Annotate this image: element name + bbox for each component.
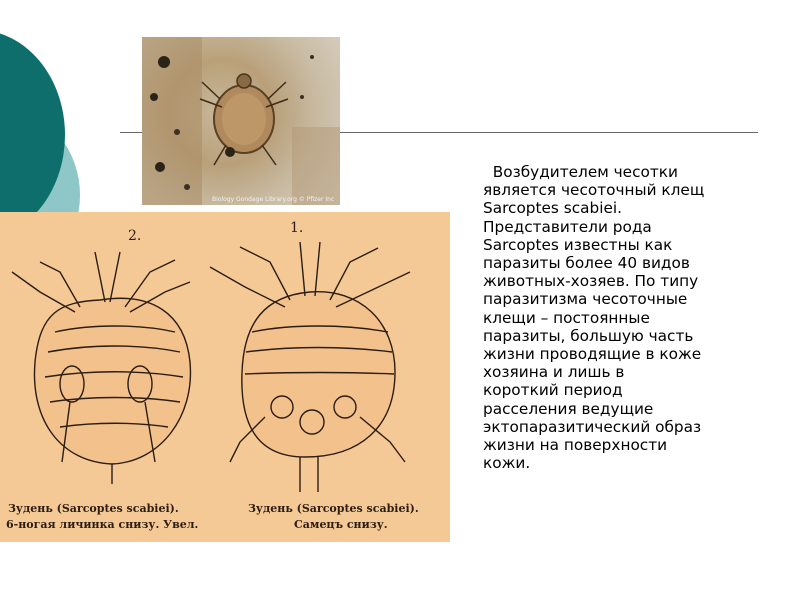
plate-number-left: 2.: [128, 228, 142, 244]
text-line: эктопаразитический образ: [483, 417, 702, 436]
mite-microscope-photo: [142, 37, 340, 205]
caption-left-line1: Зудень (Sarcoptes scabiei).: [8, 502, 179, 515]
text-line: кожи.: [483, 454, 531, 473]
text-line: жизни на поверхности: [483, 436, 668, 455]
text-line: паразиты, большую часть: [483, 326, 694, 345]
description-text: [483, 163, 758, 472]
plate-number-right: 1.: [290, 220, 304, 236]
text-line: расселения ведущие: [483, 399, 654, 418]
engraving-plate: [0, 212, 450, 542]
mite-engravings: [0, 212, 450, 542]
text-line: паразитизма чесоточные: [483, 290, 688, 309]
male-engraving: [210, 242, 410, 492]
caption-right-line2: Самецъ снизу.: [294, 518, 388, 531]
text-line: Sarcoptes известны как: [483, 235, 673, 254]
text-line: короткий период: [483, 381, 623, 400]
caption-left-line2: 6-ногая личинка снизу. Увел.: [6, 518, 199, 531]
text-line: клещи – постоянные: [483, 308, 650, 327]
text-line: животных-хозяев. По типу: [483, 272, 699, 291]
text-line: хозяина и лишь в: [483, 363, 625, 382]
text-line: паразиты более 40 видов: [483, 254, 690, 273]
photo-credit: Biology Gondage Library.org © Pfizer Inc: [212, 196, 335, 203]
mite-photo-drawing: [142, 37, 340, 205]
text-line: жизни проводящие в коже: [483, 345, 702, 364]
text-line: Представители рода: [483, 217, 652, 236]
text-line: Sarcoptes scabiei.: [483, 199, 622, 218]
text-line: Возбудителем чесотки: [483, 163, 678, 181]
larva-engraving: [12, 252, 190, 484]
text-line: является чесоточный клещ: [483, 181, 705, 200]
caption-right-line1: Зудень (Sarcoptes scabiei).: [248, 502, 419, 515]
